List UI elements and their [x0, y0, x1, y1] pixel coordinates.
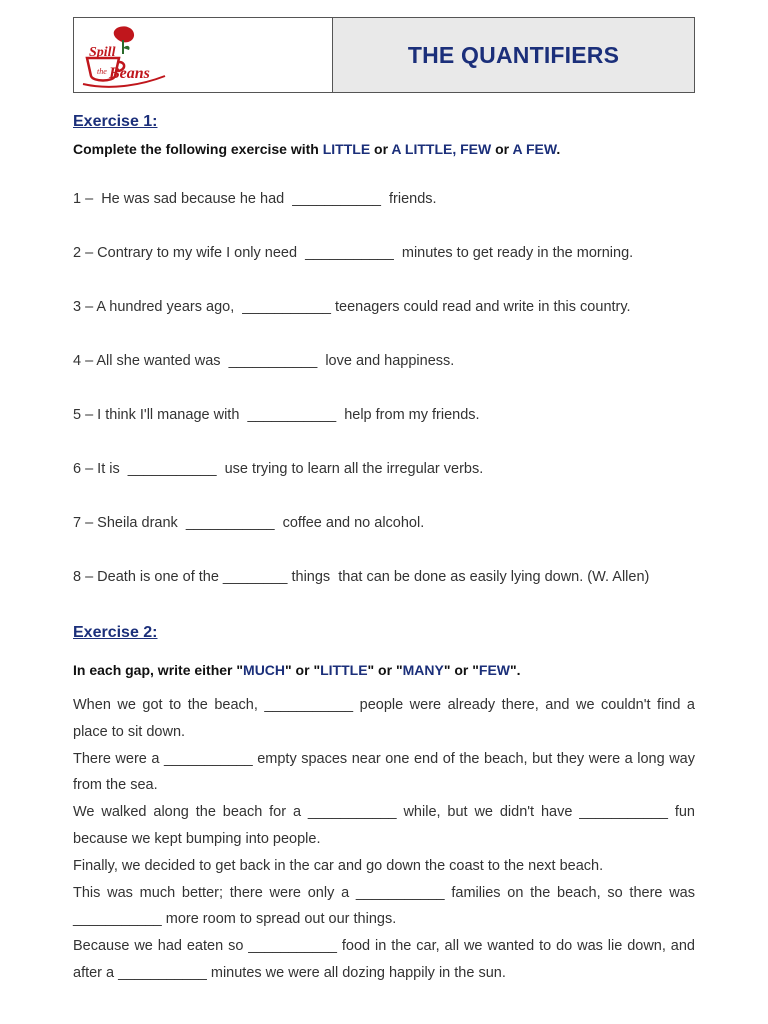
title-cell	[333, 18, 694, 92]
keyword: A FEW	[512, 141, 557, 157]
exercise-1-item: 7 – Sheila drank ___________ coffee and no alcohol.	[73, 515, 425, 531]
instruction-text: Complete the following exercise with	[73, 141, 323, 157]
exercise-2-paragraph: We walked along the beach for a ___________ while, but we didn't have ___________ fun because we kept bumping into people.	[73, 804, 695, 847]
instruction-text: ".	[510, 662, 521, 678]
spill-the-beans-logo	[79, 24, 169, 88]
exercise-2-title: Exercise 2:	[73, 624, 158, 641]
exercise-2-paragraph: Finally, we decided to get back in the car and go down the coast to the next beach.	[73, 857, 604, 874]
svg-text:the: the	[97, 67, 107, 76]
keyword: A LITTLE, FEW	[391, 141, 492, 157]
keyword: MANY	[402, 662, 444, 678]
instruction-text: " or "	[443, 662, 479, 678]
exercise-1-instruction	[73, 141, 560, 157]
exercise-1-item: 4 – All she wanted was ___________ love and happiness.	[73, 353, 455, 369]
instruction-text: " or "	[285, 662, 321, 678]
exercise-2-paragraph: When we got to the beach, ___________ people were already there, and we couldn't find a place to sit down.	[73, 697, 695, 740]
exercise-1-item: 2 – Contrary to my wife I only need ___________ minutes to get ready in the morning.	[73, 245, 634, 261]
instruction-text: " or "	[367, 662, 403, 678]
exercise-1-item: 8 – Death is one of the ________ things that can be done as easily lying down. (W. Allen)	[73, 569, 650, 585]
keyword: MUCH	[243, 662, 286, 678]
keyword: LITTLE	[320, 662, 368, 678]
page-title: THE QUANTIFIERS	[407, 41, 620, 68]
svg-text:Beans: Beans	[109, 65, 150, 82]
exercise-2-paragraph: There were a ___________ empty spaces near one end of the beach, but they were a long way from the sea.	[73, 750, 695, 794]
header-box	[73, 17, 695, 93]
instruction-text: or	[370, 141, 392, 157]
exercise-2-text	[73, 692, 695, 987]
keyword: LITTLE	[322, 141, 371, 157]
keyword: FEW	[478, 662, 510, 678]
exercise-1-item: 1 – He was sad because he had ___________ friends.	[73, 191, 437, 207]
exercise-1-title: Exercise 1:	[73, 113, 158, 130]
exercise-2-paragraph: Because we had eaten so ___________ food in the car, all we wanted to do was lie down, and after a ___________ minutes we were all dozing happily in the sun.	[73, 938, 695, 981]
exercise-1-item: 3 – A hundred years ago, ___________ teenagers could read and write in this country.	[73, 299, 631, 315]
exercise-2-paragraph: This was much better; there were only a ___________ families on the beach, so there was ___________ more room to spread out our things.	[73, 884, 695, 928]
instruction-text: .	[556, 141, 561, 157]
exercise-2-instruction	[73, 662, 521, 678]
instruction-text: or	[491, 141, 513, 157]
exercise-1-item: 5 – I think I'll manage with ___________ help from my friends.	[73, 407, 480, 423]
logo-cell	[74, 18, 333, 92]
svg-text:Spill: Spill	[89, 45, 116, 60]
exercise-1-item: 6 – It is ___________ use trying to learn all the irregular verbs.	[73, 461, 484, 477]
instruction-text: In each gap, write either "	[73, 662, 244, 678]
